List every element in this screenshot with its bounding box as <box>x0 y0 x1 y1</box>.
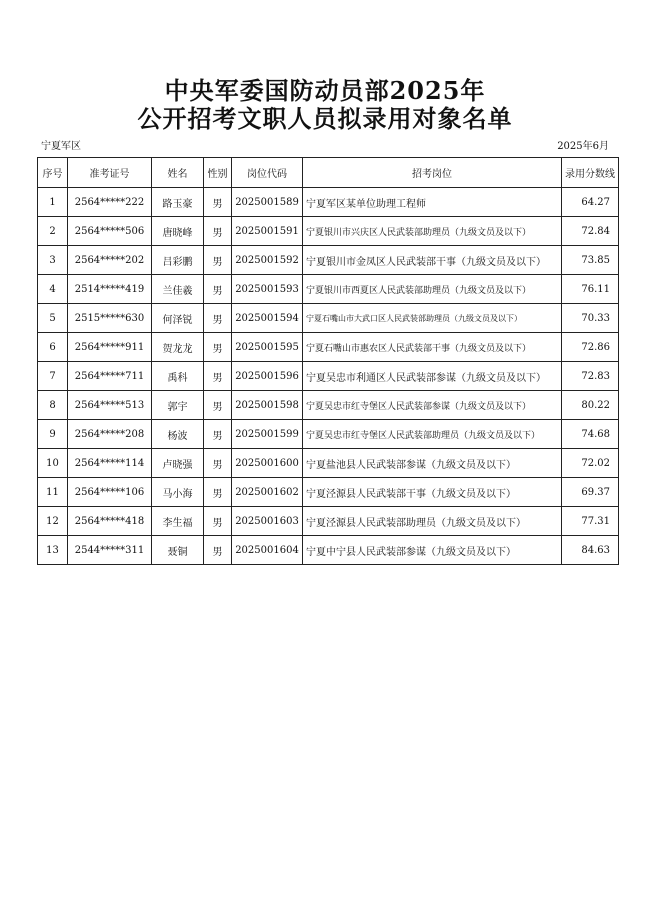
cell-sex: 男 <box>204 536 232 565</box>
table-row <box>38 449 619 478</box>
cell-seq: 9 <box>38 420 68 449</box>
table-row <box>38 478 619 507</box>
cell-post-code: 2025001604 <box>232 536 303 565</box>
cell-exam-no: 2564*****513 <box>68 391 152 420</box>
cell-post: 宁夏吴忠市红寺堡区人民武装部参谋（九级文员及以下） <box>303 391 562 420</box>
cell-exam-no: 2544*****311 <box>68 536 152 565</box>
table-row <box>38 217 619 246</box>
table-row <box>38 304 619 333</box>
cell-name: 贺龙龙 <box>152 333 204 362</box>
cell-post-code: 2025001600 <box>232 449 303 478</box>
cell-post-code: 2025001591 <box>232 217 303 246</box>
cell-name: 何泽锐 <box>152 304 204 333</box>
cell-name: 兰佳羲 <box>152 275 204 304</box>
cell-score: 64.27 <box>562 188 619 217</box>
header-sex: 性别 <box>204 158 232 188</box>
cell-exam-no: 2564*****506 <box>68 217 152 246</box>
table-header-row <box>38 158 619 188</box>
cell-sex: 男 <box>204 420 232 449</box>
cell-exam-no: 2514*****419 <box>68 275 152 304</box>
header-seq: 序号 <box>38 158 68 188</box>
document-title-line1: 中央军委国防动员部2025年 <box>164 76 486 105</box>
cell-score: 72.86 <box>562 333 619 362</box>
cell-post-code: 2025001599 <box>232 420 303 449</box>
cell-exam-no: 2564*****208 <box>68 420 152 449</box>
cell-post: 宁夏银川市兴庆区人民武装部助理员（九级文员及以下） <box>303 217 562 246</box>
cell-score: 72.02 <box>562 449 619 478</box>
cell-seq: 2 <box>38 217 68 246</box>
cell-post: 宁夏石嘴山市大武口区人民武装部助理员（九级文员及以下） <box>303 304 562 333</box>
cell-post-code: 2025001603 <box>232 507 303 536</box>
table-row <box>38 536 619 565</box>
cell-name: 李生福 <box>152 507 204 536</box>
cell-post: 宁夏泾源县人民武装部干事（九级文员及以下） <box>303 478 562 507</box>
cell-score: 70.33 <box>562 304 619 333</box>
cell-post: 宁夏吴忠市红寺堡区人民武装部助理员（九级文员及以下） <box>303 420 562 449</box>
cell-score: 73.85 <box>562 246 619 275</box>
cell-post-code: 2025001596 <box>232 362 303 391</box>
cell-score: 76.11 <box>562 275 619 304</box>
cell-post-code: 2025001595 <box>232 333 303 362</box>
cell-sex: 男 <box>204 449 232 478</box>
cell-post: 宁夏吴忠市利通区人民武装部参谋（九级文员及以下） <box>303 362 562 391</box>
cell-score: 72.84 <box>562 217 619 246</box>
cell-name: 杨波 <box>152 420 204 449</box>
cell-exam-no: 2564*****106 <box>68 478 152 507</box>
table-row <box>38 188 619 217</box>
cell-seq: 7 <box>38 362 68 391</box>
cell-post: 宁夏银川市西夏区人民武装部助理员（九级文员及以下） <box>303 275 562 304</box>
cell-seq: 11 <box>38 478 68 507</box>
cell-score: 84.63 <box>562 536 619 565</box>
cell-score: 69.37 <box>562 478 619 507</box>
date-label: 2025年6月 <box>557 141 609 152</box>
cell-sex: 男 <box>204 362 232 391</box>
table-row <box>38 420 619 449</box>
cell-exam-no: 2564*****711 <box>68 362 152 391</box>
header-name: 姓名 <box>152 158 204 188</box>
table-row <box>38 246 619 275</box>
cell-exam-no: 2564*****114 <box>68 449 152 478</box>
header-score: 录用分数线 <box>562 158 619 188</box>
cell-name: 郭宇 <box>152 391 204 420</box>
cell-post-code: 2025001602 <box>232 478 303 507</box>
cell-post-code: 2025001594 <box>232 304 303 333</box>
header-post: 招考岗位 <box>303 158 562 188</box>
cell-seq: 12 <box>38 507 68 536</box>
cell-name: 唐晓峰 <box>152 217 204 246</box>
region-label: 宁夏军区 <box>41 141 81 152</box>
cell-post-code: 2025001593 <box>232 275 303 304</box>
cell-post-code: 2025001598 <box>232 391 303 420</box>
cell-exam-no: 2564*****911 <box>68 333 152 362</box>
cell-post: 宁夏盐池县人民武装部参谋（九级文员及以下） <box>303 449 562 478</box>
cell-exam-no: 2564*****202 <box>68 246 152 275</box>
cell-sex: 男 <box>204 478 232 507</box>
cell-seq: 13 <box>38 536 68 565</box>
cell-score: 77.31 <box>562 507 619 536</box>
header-exam-no: 准考证号 <box>68 158 152 188</box>
table-row <box>38 391 619 420</box>
cell-seq: 4 <box>38 275 68 304</box>
cell-score: 72.83 <box>562 362 619 391</box>
cell-seq: 10 <box>38 449 68 478</box>
cell-sex: 男 <box>204 391 232 420</box>
cell-seq: 8 <box>38 391 68 420</box>
cell-seq: 3 <box>38 246 68 275</box>
cell-post: 宁夏军区某单位助理工程师 <box>303 188 562 217</box>
cell-post: 宁夏泾源县人民武装部助理员（九级文员及以下） <box>303 507 562 536</box>
table-row <box>38 507 619 536</box>
cell-post: 宁夏银川市金凤区人民武装部干事（九级文员及以下） <box>303 246 562 275</box>
cell-seq: 5 <box>38 304 68 333</box>
cell-seq: 6 <box>38 333 68 362</box>
cell-exam-no: 2564*****222 <box>68 188 152 217</box>
cell-name: 吕彩鹏 <box>152 246 204 275</box>
table-body <box>38 188 619 565</box>
cell-name: 路玉豪 <box>152 188 204 217</box>
document-title-line2: 公开招考文职人员拟录用对象名单 <box>137 104 513 133</box>
cell-sex: 男 <box>204 217 232 246</box>
cell-sex: 男 <box>204 507 232 536</box>
cell-post: 宁夏石嘴山市惠农区人民武装部干事（九级文员及以下） <box>303 333 562 362</box>
cell-score: 80.22 <box>562 391 619 420</box>
header-post-code: 岗位代码 <box>232 158 303 188</box>
cell-sex: 男 <box>204 188 232 217</box>
cell-sex: 男 <box>204 246 232 275</box>
cell-name: 聂铜 <box>152 536 204 565</box>
table-row <box>38 333 619 362</box>
cell-sex: 男 <box>204 333 232 362</box>
cell-name: 马小海 <box>152 478 204 507</box>
cell-score: 74.68 <box>562 420 619 449</box>
cell-post: 宁夏中宁县人民武装部参谋（九级文员及以下） <box>303 536 562 565</box>
cell-name: 禹科 <box>152 362 204 391</box>
cell-seq: 1 <box>38 188 68 217</box>
cell-sex: 男 <box>204 275 232 304</box>
cell-exam-no: 2515*****630 <box>68 304 152 333</box>
candidate-table <box>37 157 619 565</box>
cell-post-code: 2025001592 <box>232 246 303 275</box>
cell-post-code: 2025001589 <box>232 188 303 217</box>
cell-name: 卢晓强 <box>152 449 204 478</box>
cell-sex: 男 <box>204 304 232 333</box>
table-row <box>38 362 619 391</box>
cell-exam-no: 2564*****418 <box>68 507 152 536</box>
table-row <box>38 275 619 304</box>
